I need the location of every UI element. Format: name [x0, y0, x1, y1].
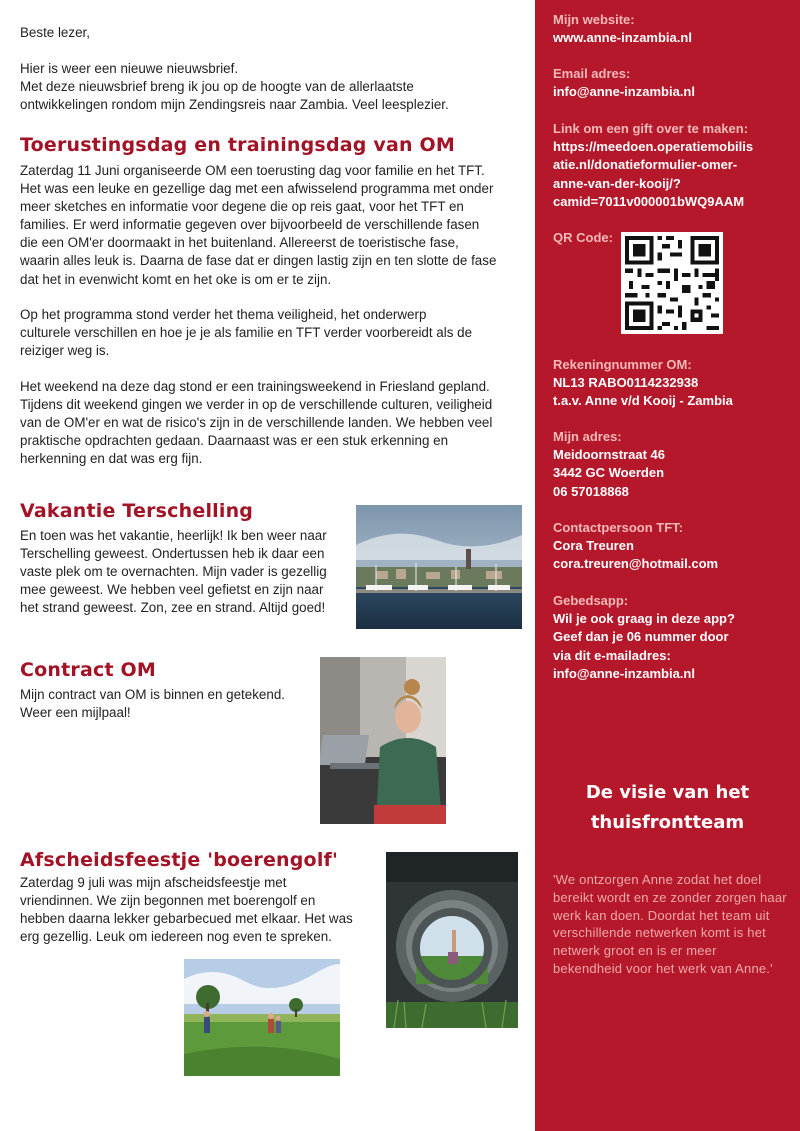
contact-tft-block: Contactpersoon TFT: Cora Treuren cora.treuren@hotmail.com: [553, 519, 718, 574]
email-block: Email adres: info@anne-inzambia.nl: [553, 65, 695, 101]
pipe-tunnel-photo: [386, 852, 518, 1028]
intro-paragraph: Hier is weer een nieuwe nieuwsbrief. Met deze nieuwsbrief breng ik jou op de hoogte van de allerlaatste ontwikkelingen rondom mijn Zendingsreis naar Zambia. Veel leesplezier.: [20, 61, 449, 113]
contact-sidebar: [535, 0, 800, 1131]
contract-signing-photo: [320, 657, 446, 824]
section-title-om-training: Toerustingsdag en trainingsdag van OM: [20, 134, 455, 156]
section-title-contract: Contract OM: [20, 659, 157, 681]
contact-email-link[interactable]: cora.treuren@hotmail.com: [553, 556, 719, 572]
terschelling-harbor-photo: [356, 505, 522, 629]
greeting: Beste lezer,: [20, 25, 90, 40]
boerengolf-field-photo: [184, 959, 340, 1076]
gift-link-line-2[interactable]: atie.nl/donatieformulier-omer-: [553, 157, 738, 173]
address-block: Mijn adres: Meidoornstraat 46 3442 GC Woerden 06 57018868: [553, 429, 665, 499]
gift-link-block: Link om een gift over te maken: https://meedoen.operatiemobilis atie.nl/donatieformulier-omer- anne-van-der-kooij/? camid=7011v000001bWQ9AAM: [553, 120, 753, 211]
om-training-paragraph-1: Zaterdag 11 Juni organiseerde OM een toerusting dag voor familie en het TFT. Het was een leuke en gezellige dag met een afwisselend programma met onder meer sketches en informatie voor degene die op reis gaat, voor het TFT en families. Er werd informatie gegeven over bijvoorbeeld de verschillende fasen die een OM'er doormaakt in het buitenland. Allereerst de toeristische fase, waarin alles leuk is. Daarna de fase dat er dingen lastig zijn en ten slotte de fase dat het in evenwicht komt en het oke is om er te zijn.: [20, 163, 497, 287]
section-title-farewell: Afscheidsfeestje 'boerengolf': [20, 849, 339, 871]
email-link[interactable]: info@anne-inzambia.nl: [553, 84, 695, 100]
prayer-email-link[interactable]: info@anne-inzambia.nl: [553, 665, 695, 681]
terschelling-paragraph: En toen was het vakantie, heerlijk! Ik ben weer naar Terschelling geweest. Ondertussen heb ik daar een vaste plek om te overnachten. Mijn vader is gezellig mee geweest. We hebben veel gefietst en zijn naar het strand geweest. Zon, zee en strand. Altijd goed!: [20, 528, 327, 616]
section-title-terschelling: Vakantie Terschelling: [20, 500, 254, 522]
contract-paragraph: Mijn contract van OM is binnen en getekend. Weer een mijlpaal!: [20, 687, 285, 721]
farewell-paragraph: Zaterdag 9 juli was mijn afscheidsfeestje met vriendinnen. We zijn begonnen met boerengolf en hebben daarna lekker gebarbecued met elkaar. Het was erg gezellig. Leuk om iedereen nog even te spreken.: [20, 875, 353, 945]
prayer-app-block: Gebedsapp: Wil je ook graag in deze app? Geef dan je 06 nummer door via dit e-mailadres: info@anne-inzambia.nl: [553, 592, 735, 683]
gift-link-line-1[interactable]: https://meedoen.operatiemobilis: [553, 139, 754, 155]
om-training-paragraph-3: Het weekend na deze dag stond er een trainingsweekend in Friesland gepland. Tijdens dit weekend gingen we verder in op de verschillende culturen, veiligheid van de OM'er en wat de risico's zijn in de verschillende landen. We hebben veel praktische opdrachten gedaan. Daarnaast was er een stuk erkenning en herkenning en dat was erg fijn.: [20, 379, 493, 467]
gift-link-line-4[interactable]: camid=7011v000001bWQ9AAM: [553, 193, 745, 209]
qr-code-image[interactable]: [621, 232, 723, 334]
qr-code-label: QR Code:: [553, 230, 613, 245]
om-training-paragraph-2: Op het programma stond verder het thema veiligheid, het onderwerp culturele verschillen en hoe je je als familie en TFT verder voorbereidt als de reiziger weg is.: [20, 307, 473, 359]
website-block: Mijn website: www.anne-inzambia.nl: [553, 11, 692, 47]
visie-quote: 'We ontzorgen Anne zodat het doel bereikt wordt en ze zonder zorgen haar werk kan doen. Doordat het team uit verschillende netwerken komt is het netwerk groot en is er meer bekendheid voor het werk van Anne.': [553, 872, 787, 976]
website-link[interactable]: www.anne-inzambia.nl: [553, 30, 692, 46]
visie-title: De visie van het thuisfrontteam: [585, 782, 750, 833]
account-block: Rekeningnummer OM: NL13 RABO0114232938 t.a.v. Anne v/d Kooij - Zambia: [553, 357, 733, 409]
gift-link-line-3[interactable]: anne-van-der-kooij/?: [553, 175, 681, 191]
